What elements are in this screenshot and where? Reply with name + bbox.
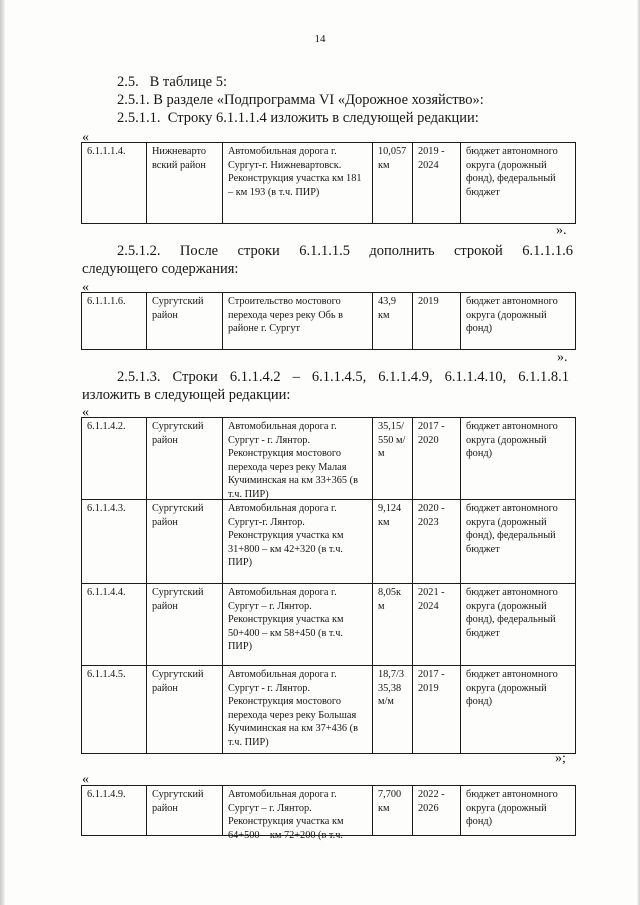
period-cell — [413, 143, 461, 224]
section-2-5-1-3 — [117, 368, 569, 386]
table-row-6-1-1-1-6 — [81, 292, 576, 350]
object-cell-text: Строительство мостового перехода через реку Обь в районе г. Сургут — [228, 296, 343, 335]
length-cell-text: 9,124 км — [378, 503, 402, 528]
source-cell-text: бюджет автономного округа (дорожный фонд), федеральный бюджет — [466, 503, 558, 555]
source-cell-text: бюджет автономного округа (дорожный фонд) — [466, 789, 558, 828]
opening-quote-1: « — [82, 130, 89, 145]
period-cell-text: 2022 - 2026 — [418, 789, 445, 814]
table-row — [82, 293, 576, 350]
table-row-6-1-1-4-9 — [81, 785, 576, 841]
object-cell — [223, 143, 373, 224]
object-cell-text: Автомобильная дорога г. Сургут – г. Лянтор. Реконструкция участка км 64+500 – км 72+200 (в т.ч. — [228, 789, 344, 841]
section-2-5-1-2-continuation: следующего содержания: — [82, 261, 239, 277]
section-2-5: 2.5. В таблице 5: — [117, 74, 227, 90]
source-cell-text: бюджет автономного округа (дорожный фонд) — [466, 421, 558, 460]
table-row — [82, 143, 576, 224]
paragraph-word: дополнить — [369, 243, 435, 259]
table-row — [82, 666, 576, 754]
table-row — [82, 584, 576, 666]
paragraph-word: 6.1.1.1.5 — [299, 243, 350, 259]
source-cell — [461, 418, 576, 500]
source-cell-text: бюджет автономного округа (дорожный фонд), федеральный бюджет — [466, 587, 558, 639]
code-cell-text: 6.1.1.4.4. — [87, 587, 126, 598]
object-cell — [223, 500, 373, 584]
table-row — [82, 500, 576, 584]
district-cell — [147, 293, 223, 350]
length-cell — [373, 418, 413, 500]
object-cell-text: Автомобильная дорога г. Сургут - г. Лянтор. Реконструкция мостового перехода через реку Малая Кучиминская на км 33+365 (в т.ч. ПИР) — [228, 421, 358, 500]
page-number: 14 — [314, 33, 326, 45]
length-cell — [373, 584, 413, 666]
period-cell — [413, 418, 461, 500]
closing-quote-2: ». — [557, 350, 568, 365]
object-cell-text: Автомобильная дорога г. Сургут - г. Лянтор. Реконструкция мостового перехода через реку Большая Кучиминская на км 37+436 (в т.ч. ПИР) — [228, 669, 358, 748]
object-cell — [223, 293, 373, 350]
district-cell — [147, 143, 223, 224]
period-cell-text: 2020 - 2023 — [418, 503, 445, 528]
code-cell-text: 6.1.1.4.5. — [87, 669, 126, 680]
code-cell — [82, 500, 147, 584]
source-cell — [461, 500, 576, 584]
opening-quote-2: « — [82, 280, 89, 295]
paragraph-word: 6.1.1.4.9, — [378, 369, 433, 385]
code-cell — [82, 143, 147, 224]
period-cell — [413, 584, 461, 666]
district-cell-text: Сургутский район — [152, 789, 204, 814]
district-cell — [147, 418, 223, 500]
paragraph-word: 2.5.1.2. — [117, 243, 161, 259]
object-cell-text: Автомобильная дорога г. Сургут – г. Лянтор. Реконструкция участка км 50+400 – км 58+450 (в т.ч. ПИР) — [228, 587, 344, 653]
object-cell — [223, 786, 373, 841]
period-cell — [413, 500, 461, 584]
period-cell — [413, 666, 461, 754]
code-cell — [82, 293, 147, 350]
period-cell-text: 2019 — [418, 296, 439, 307]
opening-quote-4: « — [82, 772, 89, 787]
code-cell-text: 6.1.1.4.9. — [87, 789, 126, 800]
length-cell-text: 7,700 км — [378, 789, 402, 814]
district-cell — [147, 666, 223, 754]
paragraph-word: Строки — [172, 369, 218, 385]
period-cell-text: 2017 - 2019 — [418, 669, 445, 694]
length-cell — [373, 666, 413, 754]
paragraph-word: 6.1.1.4.10, — [444, 369, 507, 385]
code-cell-text: 6.1.1.1.4. — [87, 146, 126, 157]
length-cell — [373, 500, 413, 584]
district-cell-text: Нижневарто вский район — [152, 146, 206, 171]
opening-quote-3: « — [82, 405, 89, 420]
code-cell — [82, 418, 147, 500]
section-2-5-1-3-continuation: изложить в следующей редакции: — [82, 387, 291, 403]
code-cell-text: 6.1.1.4.3. — [87, 503, 126, 514]
period-cell-text: 2019 - 2024 — [418, 146, 445, 171]
district-cell — [147, 786, 223, 836]
source-cell-text: бюджет автономного округа (дорожный фонд) — [466, 296, 558, 335]
source-cell — [461, 293, 576, 350]
district-cell-text: Сургутский район — [152, 669, 204, 694]
period-cell-text: 2021 - 2024 — [418, 587, 445, 612]
length-cell — [373, 293, 413, 350]
object-cell-text: Автомобильная дорога г. Сургут-г. Нижневартовск. Реконструкция участка км 181 – км 193 (в т.ч. ПИР) — [228, 146, 362, 198]
district-cell-text: Сургутский район — [152, 296, 204, 321]
code-cell — [82, 584, 147, 666]
district-cell-text: Сургутский район — [152, 421, 204, 446]
section-2-5-1-2 — [117, 242, 573, 260]
length-cell-text: 35,15/ 550 м/м — [378, 421, 406, 460]
length-cell-text: 18,7/3 35,38 м/м — [378, 669, 405, 708]
closing-quote-1: ». — [556, 223, 567, 238]
object-cell-text: Автомобильная дорога г. Сургут-г. Лянтор. Реконструкция участка км 31+800 – км 42+320 (в т.ч. ПИР) — [228, 503, 344, 569]
district-cell-text: Сургутский район — [152, 587, 204, 612]
code-cell — [82, 666, 147, 754]
paragraph-word: 6.1.1.4.2 — [229, 369, 281, 385]
table-row-6-1-1-1-4 — [81, 142, 576, 224]
source-cell-text: бюджет автономного округа (дорожный фонд), федеральный бюджет — [466, 146, 558, 198]
source-cell — [461, 786, 576, 836]
code-cell — [82, 786, 147, 836]
code-cell-text: 6.1.1.4.2. — [87, 421, 126, 432]
code-cell-text: 6.1.1.1.6. — [87, 296, 126, 307]
table-row — [82, 786, 576, 836]
source-cell-text: бюджет автономного округа (дорожный фонд) — [466, 669, 558, 708]
length-cell-text: 10,057 км — [378, 146, 407, 171]
length-cell-text: 8,05к м — [378, 587, 402, 612]
period-cell-text: 2017 - 2020 — [418, 421, 445, 446]
district-cell — [147, 500, 223, 584]
section-2-5-1-1: 2.5.1.1. Строку 6.1.1.1.4 изложить в следующей редакции: — [117, 110, 479, 126]
source-cell — [461, 666, 576, 754]
object-cell — [223, 584, 373, 666]
table-row — [82, 418, 576, 500]
source-cell — [461, 584, 576, 666]
object-cell — [223, 666, 373, 754]
length-cell — [373, 143, 413, 224]
paragraph-word: 2.5.1.3. — [117, 369, 161, 385]
length-cell-text: 43,9 км — [378, 296, 397, 321]
paragraph-word: После — [179, 243, 219, 259]
closing-quote-3: »; — [555, 751, 566, 766]
paragraph-word: 6.1.1.4.5, — [311, 369, 367, 385]
length-cell — [373, 786, 413, 836]
table-rows-6-1-1-4 — [81, 417, 576, 754]
paragraph-word: 6.1.1.1.6 — [522, 243, 573, 259]
period-cell — [413, 786, 461, 836]
section-2-5-1: 2.5.1. В разделе «Подпрограмма VI «Дорожное хозяйство»: — [117, 92, 484, 108]
district-cell-text: Сургутский район — [152, 503, 204, 528]
paragraph-word: 6.1.1.8.1 — [518, 369, 569, 385]
paragraph-word: строкой — [453, 243, 503, 259]
paragraph-word: строки — [237, 243, 280, 259]
period-cell — [413, 293, 461, 350]
object-cell — [223, 418, 373, 500]
source-cell — [461, 143, 576, 224]
paragraph-word: – — [292, 369, 300, 385]
scan-edge-left — [0, 0, 5, 905]
district-cell — [147, 584, 223, 666]
